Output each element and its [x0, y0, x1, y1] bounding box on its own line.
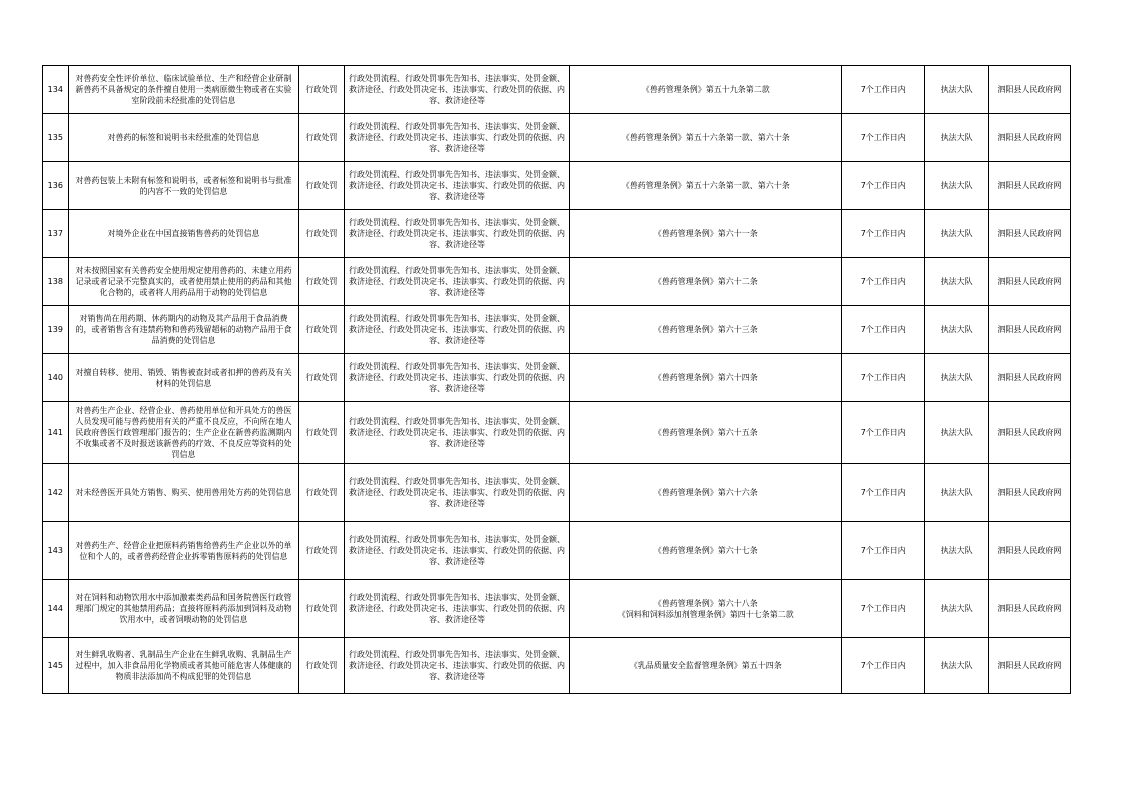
disclosure-time: 7个工作日内 — [842, 464, 925, 522]
table-row — [43, 402, 1071, 464]
table-row — [43, 210, 1071, 258]
responsible-dept: 执法大队 — [925, 464, 989, 522]
legal-basis: 《兽药管理条例》第六十五条 — [570, 402, 842, 464]
legal-basis: 《兽药管理条例》第五十六条第一款、第六十条 — [570, 162, 842, 210]
disclosure-content: 行政处罚流程、行政处罚事先告知书、违法事实、处罚金额、救济途径、行政处罚决定书、违法事实、行政处罚的依据、内容、救济途径等 — [344, 522, 570, 580]
item-name: 对兽药的标签和说明书未经批准的处罚信息 — [68, 114, 299, 162]
row-number: 143 — [43, 522, 69, 580]
item-type: 行政处罚 — [299, 464, 344, 522]
item-name: 对销售尚在用药期、休药期内的动物及其产品用于食品消费的，或者销售含有违禁药物和兽药残留超标的动物产品用于食品消费的处罚信息 — [68, 306, 299, 354]
disclosure-time: 7个工作日内 — [842, 522, 925, 580]
responsible-dept: 执法大队 — [925, 402, 989, 464]
responsible-dept: 执法大队 — [925, 638, 989, 694]
item-name: 对擅自转移、使用、销毁、销售被查封或者扣押的兽药及有关材料的处罚信息 — [68, 354, 299, 402]
legal-basis: 《兽药管理条例》第六十三条 — [570, 306, 842, 354]
legal-basis — [570, 580, 842, 638]
disclosure-time: 7个工作日内 — [842, 306, 925, 354]
item-type: 行政处罚 — [299, 354, 344, 402]
legal-basis: 《兽药管理条例》第六十六条 — [570, 464, 842, 522]
disclosure-time: 7个工作日内 — [842, 638, 925, 694]
row-number: 144 — [43, 580, 69, 638]
item-name: 对未经兽医开具处方销售、购买、使用兽用处方药的处罚信息 — [68, 464, 299, 522]
disclosure-time: 7个工作日内 — [842, 354, 925, 402]
penalty-disclosure-table — [42, 65, 1071, 694]
legal-basis: 《兽药管理条例》第六十二条 — [570, 258, 842, 306]
responsible-dept: 执法大队 — [925, 114, 989, 162]
disclosure-content: 行政处罚流程、行政处罚事先告知书、违法事实、处罚金额、救济途径、行政处罚决定书、违法事实、行政处罚的依据、内容、救济途径等 — [344, 66, 570, 114]
publish-site: 泗阳县人民政府网 — [988, 306, 1070, 354]
publish-site: 泗阳县人民政府网 — [988, 464, 1070, 522]
item-type: 行政处罚 — [299, 162, 344, 210]
table-row — [43, 114, 1071, 162]
disclosure-content: 行政处罚流程、行政处罚事先告知书、违法事实、处罚金额、救济途径、行政处罚决定书、违法事实、行政处罚的依据、内容、救济途径等 — [344, 464, 570, 522]
publish-site: 泗阳县人民政府网 — [988, 638, 1070, 694]
row-number: 145 — [43, 638, 69, 694]
item-name: 对生鲜乳收购者、乳制品生产企业在生鲜乳收购、乳制品生产过程中，加入非食品用化学物质或者其他可能危害人体健康的物质非法添加尚不构成犯罪的处罚信息 — [68, 638, 299, 694]
item-type: 行政处罚 — [299, 402, 344, 464]
publish-site: 泗阳县人民政府网 — [988, 522, 1070, 580]
publish-site: 泗阳县人民政府网 — [988, 210, 1070, 258]
item-type: 行政处罚 — [299, 114, 344, 162]
item-type: 行政处罚 — [299, 258, 344, 306]
disclosure-content: 行政处罚流程、行政处罚事先告知书、违法事实、处罚金额、救济途径、行政处罚决定书、违法事实、行政处罚的依据、内容、救济途径等 — [344, 258, 570, 306]
table-row — [43, 638, 1071, 694]
row-number: 135 — [43, 114, 69, 162]
responsible-dept: 执法大队 — [925, 66, 989, 114]
disclosure-content: 行政处罚流程、行政处罚事先告知书、违法事实、处罚金额、救济途径、行政处罚决定书、违法事实、行政处罚的依据、内容、救济途径等 — [344, 402, 570, 464]
row-number: 134 — [43, 66, 69, 114]
responsible-dept: 执法大队 — [925, 258, 989, 306]
disclosure-content: 行政处罚流程、行政处罚事先告知书、违法事实、处罚金额、救济途径、行政处罚决定书、违法事实、行政处罚的依据、内容、救济途径等 — [344, 306, 570, 354]
legal-basis: 《兽药管理条例》第六十一条 — [570, 210, 842, 258]
publish-site: 泗阳县人民政府网 — [988, 114, 1070, 162]
item-name: 对兽药安全性评价单位、临床试验单位、生产和经营企业研制新兽药不具备规定的条件擅自使用一类病原微生物或者在实验室阶段前未经批准的处罚信息 — [68, 66, 299, 114]
publish-site: 泗阳县人民政府网 — [988, 66, 1070, 114]
disclosure-time: 7个工作日内 — [842, 66, 925, 114]
publish-site: 泗阳县人民政府网 — [988, 354, 1070, 402]
item-name: 对境外企业在中国直接销售兽药的处罚信息 — [68, 210, 299, 258]
item-name: 对兽药生产企业、经营企业、兽药使用单位和开具处方的兽医人员发现可能与兽药使用有关的严重不良反应，不向所在地人民政府兽医行政管理部门报告的；生产企业在新兽药监测期内不收集或者不及时报送该新兽药的疗效、不良反应等资料的处罚信息 — [68, 402, 299, 464]
row-number: 136 — [43, 162, 69, 210]
table-row — [43, 354, 1071, 402]
publish-site: 泗阳县人民政府网 — [988, 258, 1070, 306]
table-row — [43, 580, 1071, 638]
disclosure-time: 7个工作日内 — [842, 580, 925, 638]
legal-basis: 《兽药管理条例》第五十九条第二款 — [570, 66, 842, 114]
disclosure-content: 行政处罚流程、行政处罚事先告知书、违法事实、处罚金额、救济途径、行政处罚决定书、违法事实、行政处罚的依据、内容、救济途径等 — [344, 114, 570, 162]
table-row — [43, 306, 1071, 354]
item-type: 行政处罚 — [299, 210, 344, 258]
table-row — [43, 464, 1071, 522]
disclosure-content: 行政处罚流程、行政处罚事先告知书、违法事实、处罚金额、救济途径、行政处罚决定书、违法事实、行政处罚的依据、内容、救济途径等 — [344, 162, 570, 210]
item-type: 行政处罚 — [299, 306, 344, 354]
item-type: 行政处罚 — [299, 638, 344, 694]
table-row — [43, 162, 1071, 210]
disclosure-time: 7个工作日内 — [842, 402, 925, 464]
responsible-dept: 执法大队 — [925, 210, 989, 258]
row-number: 139 — [43, 306, 69, 354]
item-name: 对兽药生产、经营企业把原料药销售给兽药生产企业以外的单位和个人的，或者兽药经营企业拆零销售原料药的处罚信息 — [68, 522, 299, 580]
row-number: 138 — [43, 258, 69, 306]
legal-basis: 《兽药管理条例》第六十四条 — [570, 354, 842, 402]
item-name: 对未按照国家有关兽药安全使用规定使用兽药的、未建立用药记录或者记录不完整真实的，或者使用禁止使用的药品和其他化合物的，或者将人用药品用于动物的处罚信息 — [68, 258, 299, 306]
table-row — [43, 258, 1071, 306]
disclosure-time: 7个工作日内 — [842, 258, 925, 306]
legal-basis-line: 《兽药管理条例》第六十八条 — [653, 598, 758, 608]
disclosure-time: 7个工作日内 — [842, 162, 925, 210]
item-name: 对兽药包装上未附有标签和说明书，或者标签和说明书与批准的内容不一致的处罚信息 — [68, 162, 299, 210]
publish-site: 泗阳县人民政府网 — [988, 402, 1070, 464]
responsible-dept: 执法大队 — [925, 522, 989, 580]
table-row — [43, 522, 1071, 580]
item-name: 对在饲料和动物饮用水中添加激素类药品和国务院兽医行政管理部门规定的其他禁用药品；直接将原料药添加到饲料及动物饮用水中，或者饲喂动物的处罚信息 — [68, 580, 299, 638]
item-type: 行政处罚 — [299, 580, 344, 638]
legal-basis: 《兽药管理条例》第五十六条第一款、第六十条 — [570, 114, 842, 162]
disclosure-content: 行政处罚流程、行政处罚事先告知书、违法事实、处罚金额、救济途径、行政处罚决定书、违法事实、行政处罚的依据、内容、救济途径等 — [344, 580, 570, 638]
legal-basis: 《兽药管理条例》第六十七条 — [570, 522, 842, 580]
publish-site: 泗阳县人民政府网 — [988, 162, 1070, 210]
responsible-dept: 执法大队 — [925, 162, 989, 210]
disclosure-time: 7个工作日内 — [842, 210, 925, 258]
disclosure-time: 7个工作日内 — [842, 114, 925, 162]
row-number: 140 — [43, 354, 69, 402]
item-type: 行政处罚 — [299, 66, 344, 114]
disclosure-content: 行政处罚流程、行政处罚事先告知书、违法事实、处罚金额、救济途径、行政处罚决定书、违法事实、行政处罚的依据、内容、救济途径等 — [344, 210, 570, 258]
row-number: 137 — [43, 210, 69, 258]
responsible-dept: 执法大队 — [925, 580, 989, 638]
legal-basis-line: 《饲料和饲料添加剂管理条例》第四十七条第二款 — [617, 609, 794, 619]
table-row — [43, 66, 1071, 114]
row-number: 141 — [43, 402, 69, 464]
responsible-dept: 执法大队 — [925, 306, 989, 354]
item-type: 行政处罚 — [299, 522, 344, 580]
row-number: 142 — [43, 464, 69, 522]
disclosure-content: 行政处罚流程、行政处罚事先告知书、违法事实、处罚金额、救济途径、行政处罚决定书、违法事实、行政处罚的依据、内容、救济途径等 — [344, 354, 570, 402]
publish-site: 泗阳县人民政府网 — [988, 580, 1070, 638]
disclosure-content: 行政处罚流程、行政处罚事先告知书、违法事实、处罚金额、救济途径、行政处罚决定书、违法事实、行政处罚的依据、内容、救济途径等 — [344, 638, 570, 694]
responsible-dept: 执法大队 — [925, 354, 989, 402]
legal-basis: 《乳品质量安全监督管理条例》第五十四条 — [570, 638, 842, 694]
